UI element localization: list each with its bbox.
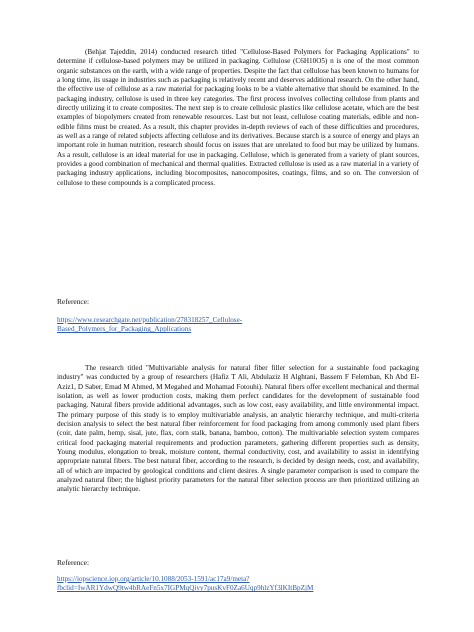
paragraph-natural-fiber-research (57, 364, 419, 495)
paragraph-text: The research titled "Multivariable analysis for natural fiber filler selection for a sustainable food packaging industry" was conducted by a group of researchers (Hafiz T Ali, Abdulaziz H Alghtani, Bassem F Felemban, Kh Abd El-Aziz1, D Saber, Emad M Ahmed, M Megahed and Mohamad Fotouhi). Natural fibers offer excellent mechanical and thermal isolation, as well as lower production costs, making them perfect candidates for the development of sustainable food packaging. Natural fibers provide additional advantages, such as low cost, easy availability, and little environmental impact. The primary purpose of this study is to employ multivariable analysis, an analytic hierarchy technique, and multi-criteria decision analysis to select the best natural fiber reinforcement for food packaging from among commonly used plant fibers (coir, date palm, hemp, sisal, jute, flax, corn stalk, banana, bamboo, cotton). The multivariable selection system compares critical food packaging material requirements and production parameters, gathering different properties such as density, Young modulus, elongation to break, moisture content, thermal conductivity, cost, and availability to assist in identifying appropriate natural fibers. The best natural fiber, according to the research, is decided by design needs, cost, and availability, all of which are impacted by geological conditions and client desires. A single parameter comparison is used to compare the analyzed natural fiber; the highest priority parameters for the natural fiber selection process are then prioritized utilizing an analytic hierarchy technique. (57, 364, 419, 494)
reference-link[interactable]: https://www.researchgate.net/publication/278318257_Cellulose- Based_Polymers_for_Packaging_Applications (57, 316, 243, 334)
reference-label: Reference: (57, 558, 90, 567)
paragraph-cellulose-research (57, 48, 419, 188)
reference-link[interactable]: https://iopscience.iop.org/article/10.1088/2053-1591/ac17a9/meta? fbclid=IwAR1YdwQ9tw4bRAeFn5x7IGPMqQiyy7pusKvF0Za6Uqp9hlzYf3lKItBpZjM (57, 575, 314, 593)
paragraph-text: (Behjat Tajeddin, 2014) conducted research titled "Cellulose-Based Polymers for Packaging Applications" to determine if cellulose-based polymers may be utilized in packaging. Cellulose (C6H10O5) n is one of the most common organic substances on the earth, with a wide range of properties. Despite the fact that cellulose has been known to humans for a long time, its usage in industries such as packaging is relatively recent and deserves additional research. On the other hand, the effective use of cellulose as a raw material for packaging looks to be a viable alternative that should be examined. In the packaging industry, cellulose is used in three key categories. The first process involves collecting cellulose from plants and directly utilizing it to create composites. The next step is to create cellulosic plastics like cellulose acetate, which are the best examples of biopolymers created from renewable resources. Last but not least, cellulose coating materials, edible and non-edible films must be created. As a result, this chapter provides in-depth reviews of each of these difficulties and procedures, as well as a range of related subjects affecting cellulose and its derivatives. Because starch is a source of energy and plays an important role in human nutrition, research should focus on issues that are unrelated to food but may be utilized by humans. As a result, cellulose is an ideal material for use in packaging. Cellulose, which is generated from a variety of plant sources, provides a good combination of mechanical and thermal qualities. Extracted cellulose is used as a raw material in a variety of packaging industry applications, including biocomposites, nanocomposites, coatings, films, and so on. The conversion of cellulose to these compounds is a complicated process. (57, 48, 419, 187)
reference-label: Reference: (57, 297, 90, 306)
